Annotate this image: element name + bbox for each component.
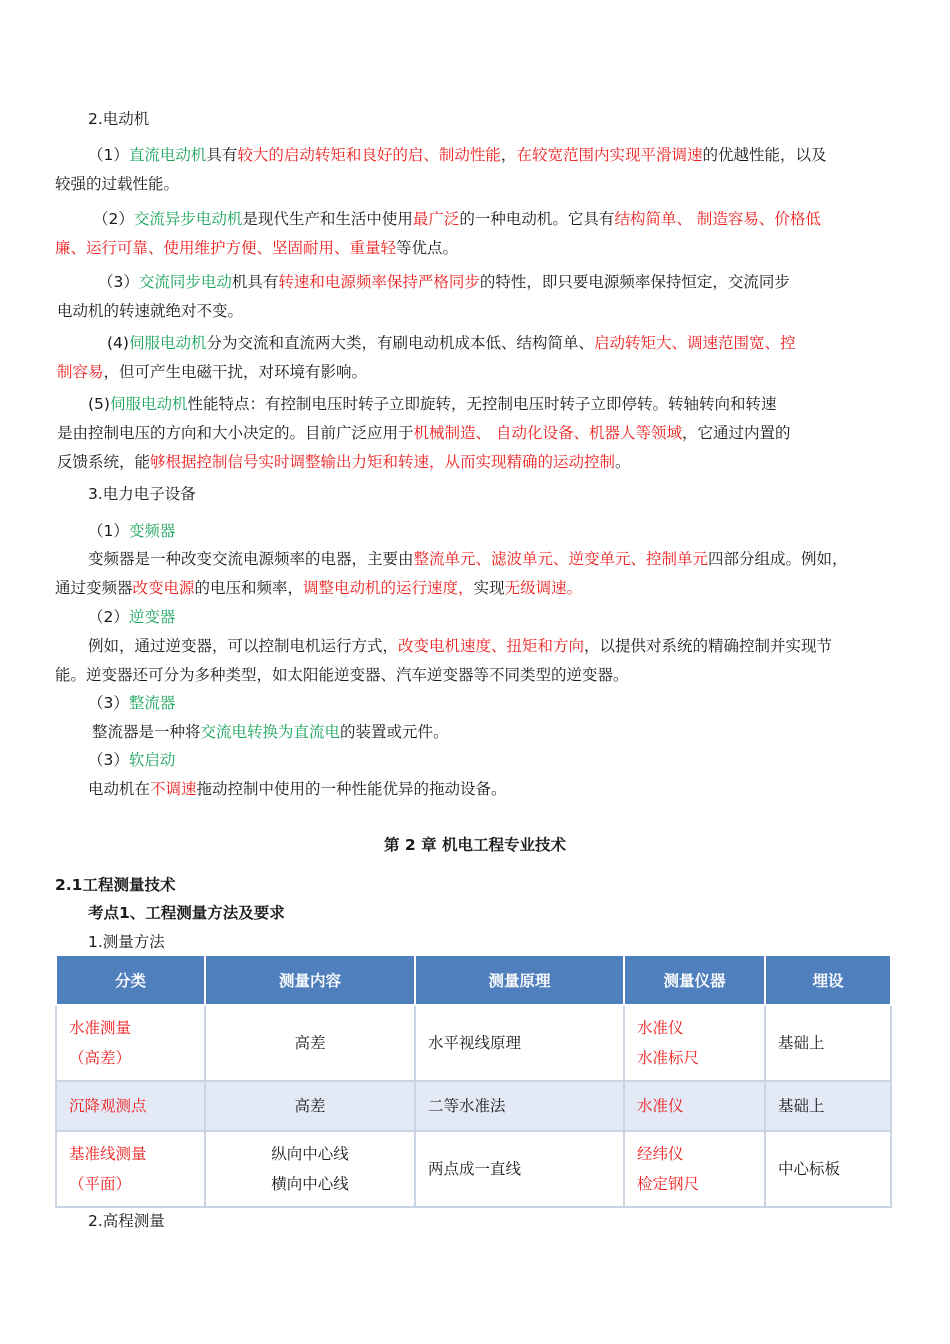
para-servo-motor-line2: 制容易，但可产生电磁干扰，对环境有影响。: [57, 363, 368, 381]
cell-bury: 中心标板: [765, 1131, 891, 1207]
item-rectifier: （3）整流器: [88, 694, 176, 712]
heading-power-electronics: 3.电力电子设备: [88, 485, 196, 503]
para-servo-features-line1: (5)伺服电动机性能特点：有控制电压时转子立即旋转，无控制电压时转子立即停转。转轴转向和转速: [88, 395, 777, 413]
para-inverter-line2: 能。逆变器还可分为多种类型，如太阳能逆变器、汽车逆变器等不同类型的逆变器。: [55, 666, 629, 684]
subheading-elevation: 2.高程测量: [88, 1212, 165, 1230]
para-sync-motor-line1: （3）交流同步电动机具有转速和电源频率保持严格同步的特性，即只要电源频率保持恒定，交流同步: [98, 273, 790, 291]
col-header: 分类: [56, 955, 205, 1005]
term-servo-motor-2: 伺服电动机: [109, 395, 188, 413]
para-servo-motor-line1: (4)伺服电动机分为交流和直流两大类，有刷电动机成本低、结构简单、启动转矩大、调速范围宽、控: [107, 334, 796, 352]
col-header: 埋设: [765, 955, 891, 1005]
table-row: [56, 1081, 891, 1131]
para-soft-start: 电动机在不调速拖动控制中使用的一种性能优异的拖动设备。: [88, 780, 507, 798]
cell-principle: 水平视线原理: [415, 1005, 624, 1081]
para-vfd-line2: 通过变频器改变电源的电压和频率，调整电动机的运行速度，实现无级调速。: [55, 579, 583, 597]
term-dc-motor: 直流电动机: [128, 146, 207, 164]
cell-instrument: 经纬仪 检定钢尺: [624, 1131, 765, 1207]
term-servo-motor: 伺服电动机: [128, 334, 207, 352]
para-async-motor-line1: （2）交流异步电动机是现代生产和生活中使用最广泛的一种电动机。它具有结构简单、 制造容易、价格低: [93, 210, 821, 228]
para-async-motor-line2: 廉、运行可靠、使用维护方便、坚固耐用、重量轻等优点。: [55, 239, 459, 257]
para-inverter-line1: 例如，通过逆变器，可以控制电机运行方式，改变电机速度、扭矩和方向，以提供对系统的精确控制并实现节: [88, 637, 833, 655]
subheading-methods: 1.测量方法: [88, 933, 165, 951]
table-row: [56, 1005, 891, 1081]
cell-bury: 基础上: [765, 1081, 891, 1131]
cell-category: 沉降观测点: [56, 1081, 205, 1131]
item-soft-start: （3）软启动: [88, 751, 176, 769]
chapter-title: 第 2 章 机电工程专业技术: [384, 836, 566, 854]
kaodian-title: 考点1、工程测量方法及要求: [88, 904, 285, 922]
cell-category: 基准线测量 （平面）: [56, 1131, 205, 1207]
cell-instrument: 水准仪 水准标尺: [624, 1005, 765, 1081]
cell-content: 高差: [205, 1005, 415, 1081]
cell-category: 水准测量 （高差）: [56, 1005, 205, 1081]
cell-content: 高差: [205, 1081, 415, 1131]
para-dc-motor-line2: 较强的过载性能。: [55, 175, 180, 193]
col-header: 测量原理: [415, 955, 624, 1005]
term-sync-motor: 交流同步电动: [138, 273, 232, 291]
section-title: 2.1工程测量技术: [55, 876, 176, 894]
para-servo-features-line2: 是由控制电压的方向和大小决定的。目前广泛应用于机械制造、 自动化设备、机器人等领域，它通过内置的: [57, 424, 791, 442]
item-inverter: （2）逆变器: [88, 608, 176, 626]
para-servo-features-line3: 反馈系统，能够根据控制信号实时调整输出力矩和转速，从而实现精确的运动控制。: [57, 453, 631, 471]
table-header-row: [56, 955, 891, 1005]
para-vfd-line1: 变频器是一种改变交流电源频率的电器，主要由整流单元、滤波单元、逆变单元、控制单元四部分组成。例如，: [88, 550, 848, 568]
cell-principle: 两点成一直线: [415, 1131, 624, 1207]
col-header: 测量仪器: [624, 955, 765, 1005]
table-row: [56, 1131, 891, 1207]
term-async-motor: 交流异步电动机: [133, 210, 243, 228]
measurement-table: [55, 954, 892, 1208]
cell-principle: 二等水准法: [415, 1081, 624, 1131]
cell-content: 纵向中心线 横向中心线: [205, 1131, 415, 1207]
para-sync-motor-line2: 电动机的转速就绝对不变。: [57, 302, 244, 320]
item-inverter-freq: （1）变频器: [88, 522, 176, 540]
cell-instrument: 水准仪: [624, 1081, 765, 1131]
para-rectifier: 整流器是一种将交流电转换为直流电的装置或元件。: [92, 723, 449, 741]
col-header: 测量内容: [205, 955, 415, 1005]
cell-bury: 基础上: [765, 1005, 891, 1081]
heading-motor: 2.电动机: [88, 110, 150, 128]
para-dc-motor-line1: （1）直流电动机具有较大的启动转矩和良好的启、制动性能，在较宽范围内实现平滑调速的优越性能，以及: [88, 146, 827, 164]
